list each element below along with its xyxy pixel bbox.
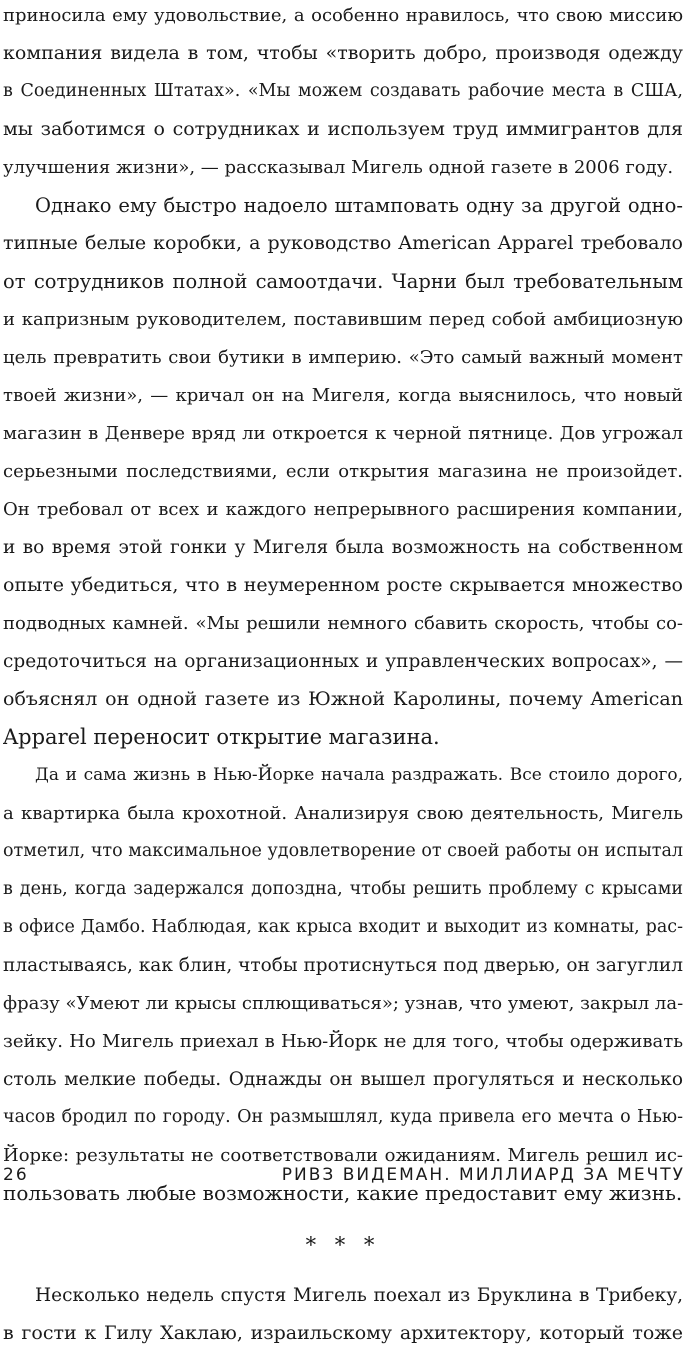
running-title: РИВЗ ВИДЕМАН. МИЛЛИАРД ЗА МЕЧТУ	[281, 1165, 685, 1185]
text-line: улучшения жизни», — рассказывал Мигель одной газете в 2006 году.	[3, 157, 674, 178]
text-line: типные белые коробки, а руководство American Apparel требовало	[3, 232, 683, 254]
text-line: подводных камней. «Мы решили немного сбавить скорость, чтобы со-	[3, 613, 683, 634]
paragraph-start-line: Да и сама жизнь в Нью-Йорке начала раздражать. Все стоило дорого,	[35, 765, 683, 785]
text-line: Йорке: результаты не соответствовали ожиданиям. Мигель решил ис-	[3, 1145, 683, 1166]
text-line: в офисе Дамбо. Наблюдая, как крыса входит и выходит из комнаты, рас-	[3, 917, 683, 937]
text-line: объяснял он одной газете из Южной Каролины, почему American	[3, 688, 683, 710]
text-line: фразу «Умеют ли крысы сплющиваться»; узнав, что умеют, закрыл ла-	[3, 993, 683, 1014]
page-footer	[3, 1165, 685, 1189]
text-line: в Соединенных Штатах». «Мы можем создавать рабочие места в США,	[3, 81, 683, 101]
text-line: опыте убедиться, что в неумеренном росте скрывается множество	[3, 574, 683, 596]
text-line: столь мелкие победы. Однажды он вышел прогуляться и несколько	[3, 1069, 683, 1090]
text-line: Apparel переносит открытие магазина.	[3, 725, 440, 749]
text-line: серьезными последствиями, если открытия магазина не произойдет.	[3, 461, 683, 482]
paragraph-start-line: Несколько недель спустя Мигель поехал из Бруклина в Трибеку,	[35, 1285, 683, 1306]
text-line: компания видела в том, чтобы «творить добро, производя одежду	[3, 42, 683, 64]
text-line: пластываясь, как блин, чтобы протиснуться под дверью, он загуглил	[3, 955, 683, 976]
section-break: * * *	[305, 1233, 381, 1257]
text-line: твоей жизни», — кричал он на Мигеля, когда выяснилось, что новый	[3, 385, 683, 406]
text-line: в день, когда задержался допоздна, чтобы решить проблему с крысами	[3, 879, 683, 899]
text-line: в гости к Гилу Хаклаю, израильскому архитектору, который тоже	[3, 1322, 683, 1344]
paragraph-start-line: Однако ему быстро надоело штамповать одну за другой одно-	[35, 194, 683, 217]
text-line: а квартирка была крохотной. Анализируя свою деятельность, Мигель	[3, 803, 683, 824]
text-line: мы заботимся о сотрудниках и используем труд иммигрантов для	[3, 118, 683, 140]
text-line: отметил, что максимальное удовлетворение от своей работы он испытал	[3, 841, 683, 861]
text-line: магазин в Денвере вряд ли откроется к черной пятнице. Дов угрожал	[3, 423, 683, 444]
text-line: и во время этой гонки у Мигеля была возможность на собственном	[3, 537, 683, 558]
text-line: Он требовал от всех и каждого непрерывного расширения компании,	[3, 499, 683, 520]
text-line: и капризным руководителем, поставившим перед собой амбициозную	[3, 309, 683, 330]
text-line: часов бродил по городу. Он размышлял, куда привела его мечта о Нью-	[3, 1107, 683, 1127]
body-text	[3, 2, 683, 1358]
text-line: от сотрудников полной самоотдачи. Чарни был требовательным	[3, 270, 683, 293]
text-line: средоточиться на организационных и управленческих вопросах», —	[3, 651, 683, 672]
page-number: 26	[3, 1165, 29, 1185]
text-line: приносила ему удовольствие, а особенно нравилось, что свою миссию	[3, 5, 683, 26]
text-line: цель превратить свои бутики в империю. «Это самый важный момент	[3, 347, 683, 368]
text-line: зейку. Но Мигель приехал в Нью-Йорк не для того, чтобы одерживать	[3, 1031, 683, 1052]
text-line: пользовать любые возможности, какие предоставит ему жизнь.	[3, 1181, 683, 1205]
